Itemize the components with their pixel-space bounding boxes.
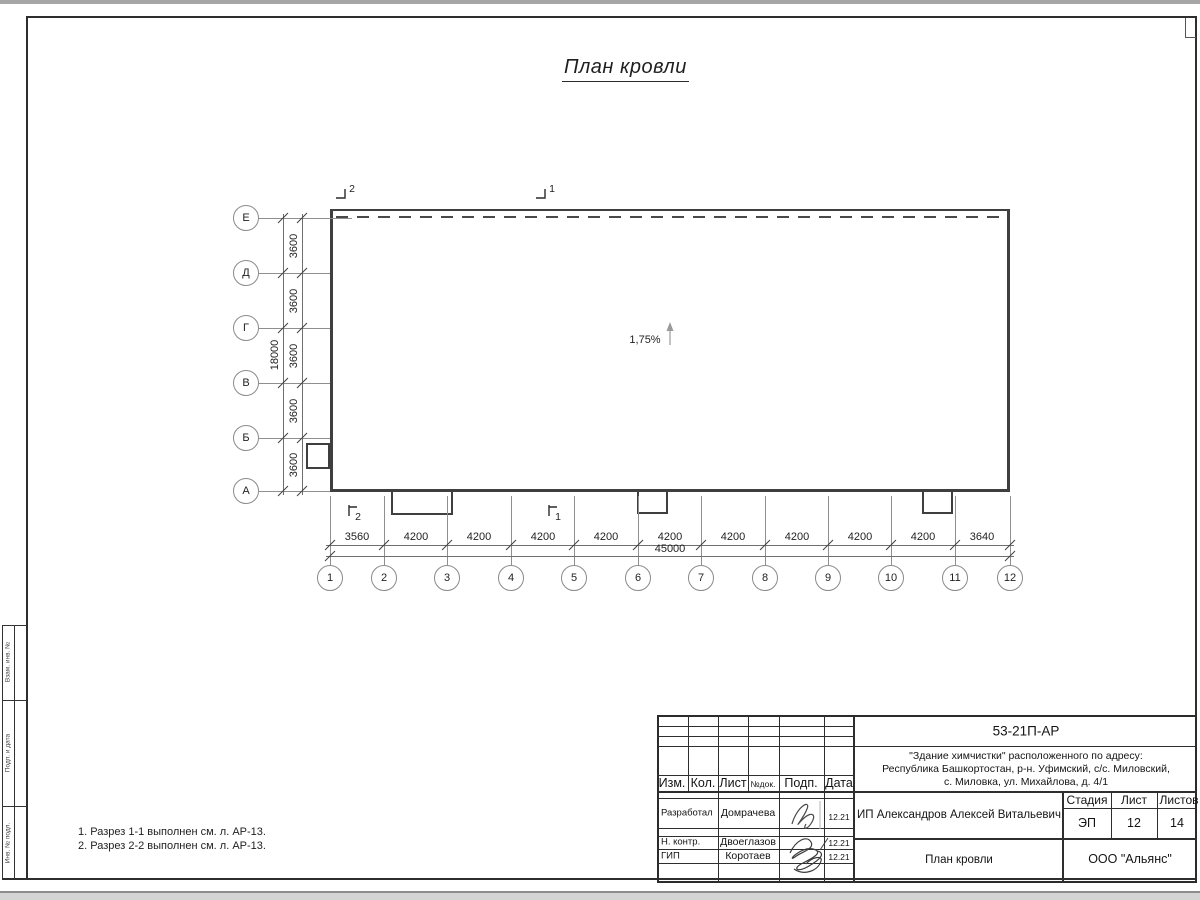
page-title: План кровли: [562, 56, 689, 82]
roof-ledge-left: [306, 443, 330, 469]
axis-bubble: 9: [815, 565, 841, 591]
roof-outline: [330, 209, 1010, 492]
axis-line-2: [384, 496, 385, 565]
axis-line-G: [259, 328, 330, 329]
tb-header-col: Подп.: [784, 776, 818, 790]
dim-line-total-vertical: [283, 214, 284, 495]
axis-line-5: [574, 496, 575, 565]
stage-header: Стадия: [1066, 793, 1108, 807]
axis-bubble: 1: [317, 565, 343, 591]
axis-line-A: [259, 491, 330, 492]
axis-bubble: Д: [233, 260, 259, 286]
tb-name: Двоеглазов: [720, 836, 776, 848]
tb-line: [1063, 808, 1197, 809]
doc-number: 53-21П-АР: [992, 723, 1060, 739]
side-stamp-mid-line: [14, 625, 15, 879]
axis-bubble: 8: [752, 565, 778, 591]
client-name: ИП Александров Алексей Витальевич: [857, 809, 1061, 821]
dim-label: 4200: [784, 531, 810, 543]
tb-name: Коротаев: [725, 850, 771, 862]
axis-bubble: 4: [498, 565, 524, 591]
dim-total-label: 18000: [269, 339, 281, 371]
axis-bubble: Е: [233, 205, 259, 231]
axis-bubble: А: [233, 478, 259, 504]
side-stamp-row-line: [2, 806, 27, 807]
tb-line: [657, 736, 855, 737]
dim-label: 4200: [466, 531, 492, 543]
screen-bottom-strip: [0, 893, 1200, 900]
axis-bubble: Б: [233, 425, 259, 451]
tb-line: [1111, 791, 1112, 838]
section-mark-label: 1: [555, 511, 561, 523]
tb-line: [779, 715, 780, 883]
side-stamp-row-line: [2, 700, 27, 701]
axis-line-12: [1010, 496, 1011, 565]
axis-bubble: 12: [997, 565, 1023, 591]
dim-total-label: 45000: [654, 543, 686, 555]
axis-line-9: [828, 496, 829, 565]
frame-left: [26, 16, 28, 880]
axis-line-8: [765, 496, 766, 565]
dim-label: 3600: [288, 452, 300, 478]
side-stamp-label: Подп. и дата: [4, 733, 12, 773]
dim-label: 3600: [288, 233, 300, 259]
stage-header: Листов: [1159, 793, 1199, 807]
address-line: Республика Башкортостан, р-н. Уфимский, с/с. Миловский,: [882, 763, 1170, 775]
tb-line: [657, 798, 855, 799]
company-name: ООО "Альянс": [1088, 852, 1172, 866]
tb-date: 12.21: [828, 838, 850, 848]
axis-line-6: [638, 496, 639, 565]
tb-role: Н. контр.: [661, 836, 701, 848]
section-mark-label: 1: [549, 183, 555, 195]
axis-line-10: [891, 496, 892, 565]
axis-line-E: [259, 218, 352, 219]
dim-label: 3560: [344, 531, 370, 543]
notes: [78, 826, 266, 853]
side-stamp-label: Взам. инв. №: [4, 641, 12, 683]
address-line: "Здание химчистки" расположенного по адресу:: [909, 750, 1143, 762]
dim-label: 3600: [288, 398, 300, 424]
slope-label: 1,75%: [629, 334, 661, 346]
axis-bubble: 6: [625, 565, 651, 591]
stage-header: Лист: [1120, 793, 1148, 807]
roof-parapet-dashed-line: [336, 216, 1004, 218]
side-stamp-left-line: [2, 625, 3, 879]
tb-line: [1062, 791, 1064, 883]
side-stamp-row-line: [2, 625, 27, 626]
frame-corner-cell-h: [1185, 37, 1196, 38]
dim-label: 4200: [403, 531, 429, 543]
note-line: 1. Разрез 1-1 выполнен см. л. АР-13.: [78, 826, 266, 838]
stage-value: ЭП: [1078, 816, 1096, 830]
section-mark-label: 2: [355, 511, 361, 523]
axis-line-V: [259, 383, 330, 384]
dim-label: 4200: [530, 531, 556, 543]
tb-role: ГИП: [661, 850, 680, 862]
tb-line: [855, 838, 1197, 840]
tb-name: Домрачева: [720, 807, 776, 819]
tb-header-col: Лист: [719, 776, 747, 790]
dim-label: 4200: [847, 531, 873, 543]
dim-label: 3640: [969, 531, 995, 543]
stage-value: 12: [1127, 816, 1141, 830]
tb-line: [657, 863, 855, 864]
tb-line: [1157, 791, 1158, 838]
axis-line-4: [511, 496, 512, 565]
roof-ledge-bottom-1: [391, 490, 453, 515]
dim-label: 4200: [720, 531, 746, 543]
axis-line-3: [447, 496, 448, 565]
sheet-title: План кровли: [925, 854, 993, 866]
dim-line-segments-vertical: [302, 214, 303, 495]
frame-corner-cell-v: [1185, 18, 1186, 37]
tb-line: [853, 715, 855, 883]
project-address: [855, 750, 1197, 789]
axis-bubble: 2: [371, 565, 397, 591]
frame-top: [26, 16, 1197, 18]
note-line: 2. Разрез 2-2 выполнен см. л. АР-13.: [78, 839, 266, 852]
axis-line-D: [259, 273, 330, 274]
roof-ledge-bottom-2: [637, 490, 668, 514]
tb-line: [718, 715, 719, 883]
roof-ledge-bottom-3: [922, 490, 953, 514]
tb-date: 12.21: [828, 812, 850, 822]
tb-header-col: №док.: [750, 779, 776, 789]
axis-bubble: 10: [878, 565, 904, 591]
axis-bubble: Г: [233, 315, 259, 341]
axis-bubble: В: [233, 370, 259, 396]
tb-line: [657, 828, 855, 829]
address-line: с. Миловка, ул. Михайлова, д. 4/1: [943, 776, 1109, 788]
dim-label: 4200: [593, 531, 619, 543]
side-stamp-label: Инв. № подл.: [4, 822, 12, 864]
axis-bubble: 11: [942, 565, 968, 591]
tb-line: [657, 746, 1197, 747]
tb-role: Разработал: [661, 807, 713, 819]
tb-header-col: Изм.: [658, 776, 686, 790]
dim-label: 3600: [288, 343, 300, 369]
dim-line-total-horizontal: [326, 556, 1014, 557]
tb-header-col: Кол.: [690, 776, 716, 790]
axis-line-B: [259, 438, 330, 439]
stage-value: 14: [1170, 816, 1184, 830]
axis-line-11: [955, 496, 956, 565]
dim-label: 4200: [910, 531, 936, 543]
dim-label: 3600: [288, 288, 300, 314]
axis-bubble: 3: [434, 565, 460, 591]
axis-line-1: [330, 496, 331, 565]
section-mark-label: 2: [349, 183, 355, 195]
tb-header-col: Дата: [825, 776, 853, 790]
tb-date: 12.21: [828, 852, 850, 862]
axis-bubble: 5: [561, 565, 587, 591]
tb-line: [657, 791, 1197, 793]
tb-line: [657, 726, 855, 727]
axis-line-7: [701, 496, 702, 565]
screen-top-strip: [0, 0, 1200, 4]
axis-bubble: 7: [688, 565, 714, 591]
tb-line: [824, 715, 825, 883]
dim-label: 4200: [657, 531, 683, 543]
